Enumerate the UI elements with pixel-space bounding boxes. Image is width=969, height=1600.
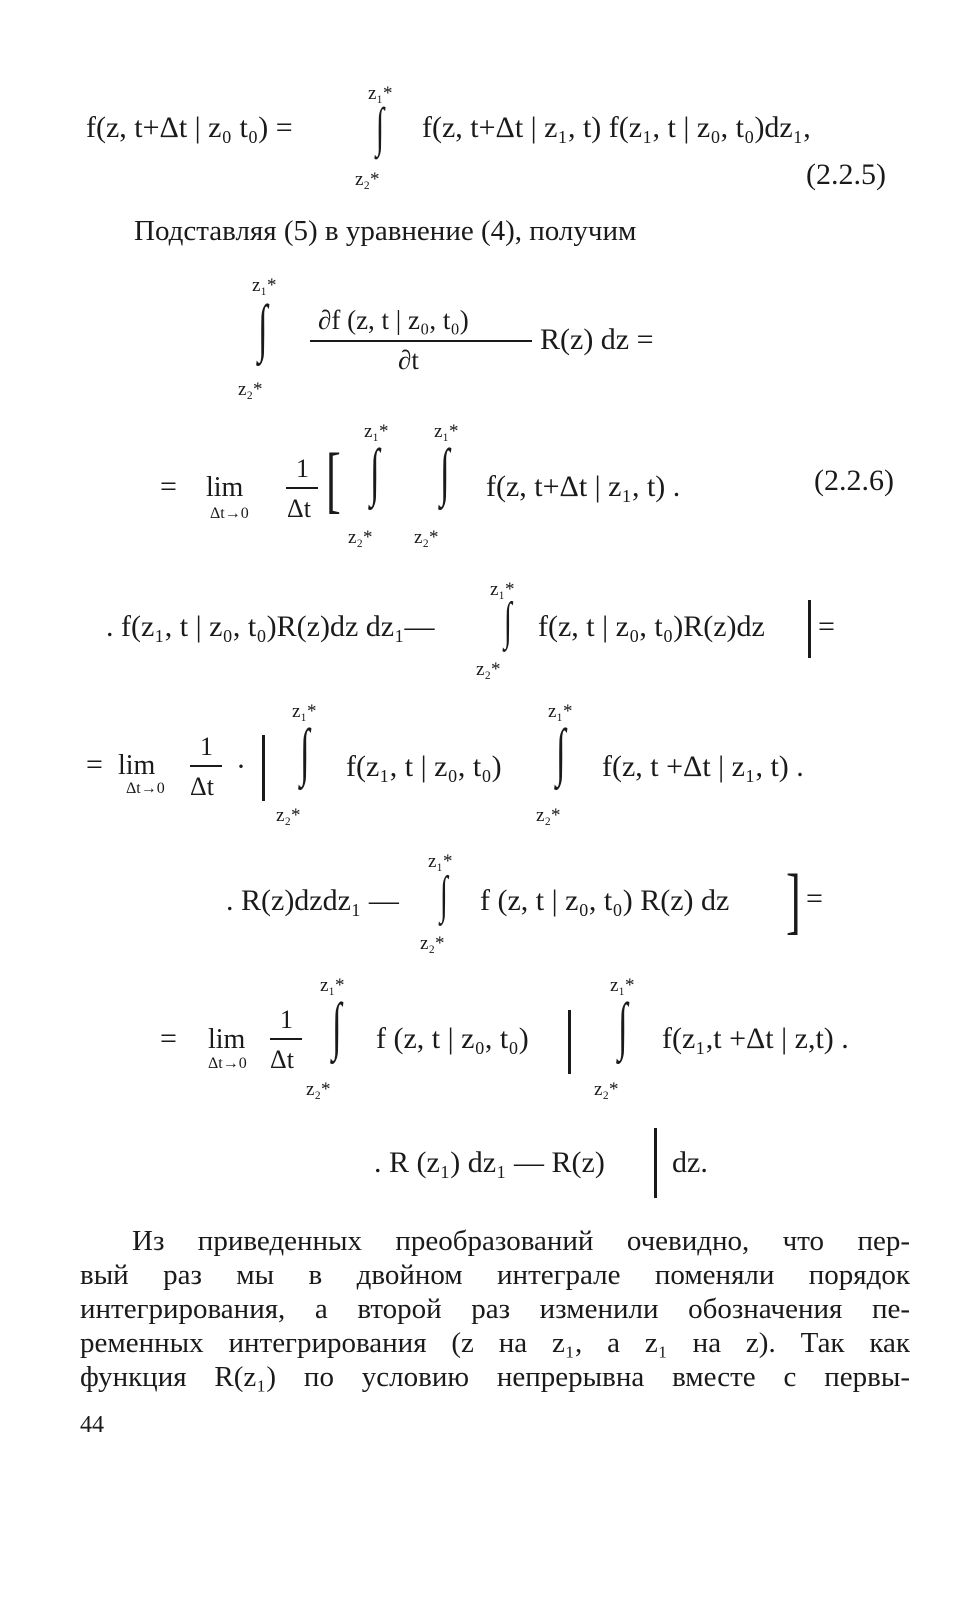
eq-2-2-5-lhs: f(z, t+Δt | z₀ t₀) = xyxy=(86,111,293,144)
integral-sign: ∫ xyxy=(556,716,566,787)
eq-2-2-5-lower-limit: z₂* xyxy=(355,169,380,190)
lower-limit: z₂* xyxy=(476,659,501,680)
lower-limit-1: z₂* xyxy=(276,805,301,826)
fraction-denominator: Δt xyxy=(270,1045,294,1074)
eq-rest: R(z) dz = xyxy=(540,323,654,356)
integral-sign: ∫ xyxy=(258,292,268,363)
integral-sign: ∫ xyxy=(376,97,385,157)
vertical-bar xyxy=(808,600,811,658)
fraction-denominator: Δt xyxy=(190,772,214,801)
fraction-line xyxy=(286,487,318,489)
fraction-denominator: Δt xyxy=(287,494,311,523)
eq-2-2-5-number: (2.2.5) xyxy=(806,158,886,191)
upper-limit-1: z₁* xyxy=(320,975,345,996)
fraction-numerator: 1 xyxy=(200,732,213,761)
fraction-line xyxy=(270,1038,302,1040)
upper-limit-2: z₁* xyxy=(548,701,573,722)
upper-limit-1: z₁* xyxy=(292,701,317,722)
upper-limit-2: z₁* xyxy=(434,421,459,442)
eq-tail: dz. xyxy=(672,1146,708,1179)
upper-limit: z₁* xyxy=(428,851,453,872)
page-number: 44 xyxy=(80,1412,104,1438)
lower-limit-2: z₂* xyxy=(414,527,439,548)
dot-operator: · xyxy=(236,750,246,783)
vertical-bar xyxy=(262,735,265,801)
integral-sign: ∫ xyxy=(618,990,628,1061)
limit-subscript: Δt→0 xyxy=(210,505,249,522)
eq-2-2-5-upper-limit: z₁* xyxy=(368,83,393,104)
equals-sign: = xyxy=(160,470,177,503)
integral-sign: ∫ xyxy=(332,990,342,1061)
eq-lead: . R (z₁) dz₁ — R(z) xyxy=(374,1146,605,1179)
limit-word: lim xyxy=(208,1024,246,1055)
integral-sign: ∫ xyxy=(440,867,448,924)
fraction-numerator: ∂f (z, t | z₀, t₀) xyxy=(318,305,469,335)
paragraph-line: интегрирования, а второй раз изменили обозначения пе- xyxy=(80,1293,910,1325)
eq-2-2-5-integrand: f(z, t+Δt | z₁, t) f(z₁, t | z₀, t₀)dz₁, xyxy=(422,111,811,144)
lower-limit: z₂* xyxy=(420,933,445,954)
fraction-line xyxy=(310,340,532,342)
fraction-numerator: 1 xyxy=(296,454,309,483)
upper-limit-1: z₁* xyxy=(364,421,389,442)
left-bracket: [ xyxy=(326,439,341,521)
eq-tail: = xyxy=(806,882,823,915)
limit-subscript: Δt→0 xyxy=(126,780,165,797)
eq-middle: f(z₁, t | z₀, t₀) xyxy=(346,750,502,783)
lower-limit: z₂* xyxy=(238,379,263,400)
limit-word: lim xyxy=(206,472,244,503)
equals-sign: = xyxy=(160,1022,177,1055)
upper-limit: z₁* xyxy=(252,275,277,296)
integral-sign: ∫ xyxy=(504,593,512,650)
upper-limit: z₁* xyxy=(490,579,515,600)
integral-sign: ∫ xyxy=(370,436,380,507)
equals-sign: = xyxy=(86,748,103,781)
paragraph-line: Из приведенных преобразований очевидно, что пер- xyxy=(132,1225,910,1257)
eq-integrand: f(z, t | z₀, t₀)R(z)dz xyxy=(538,610,765,643)
eq-integrand: f(z, t+Δt | z₁, t) . xyxy=(486,470,681,503)
eq-lead: . R(z)dzdz₁ — xyxy=(226,884,399,917)
fraction-line xyxy=(190,765,222,767)
lower-limit-1: z₂* xyxy=(306,1079,331,1100)
eq-lead: . f(z₁, t | z₀, t₀)R(z)dz dz₁— xyxy=(106,610,435,643)
integral-sign: ∫ xyxy=(440,436,450,507)
lower-limit-1: z₂* xyxy=(348,527,373,548)
eq-integrand: f (z, t | z₀, t₀) R(z) dz xyxy=(480,884,730,917)
vertical-bar xyxy=(654,1128,657,1198)
intro-line: Подставляя (5) в уравнение (4), получим xyxy=(134,215,637,247)
lower-limit-2: z₂* xyxy=(536,805,561,826)
fraction-numerator: 1 xyxy=(280,1005,293,1034)
paragraph-line: ременных интегрирования (z на z₁, а z₁ на z). Так как xyxy=(80,1327,910,1359)
paragraph-line: функция R(z₁) по условию непрерывна вместе с первы- xyxy=(80,1361,910,1393)
limit-subscript: Δt→0 xyxy=(208,1055,247,1072)
eq-2-2-6-number: (2.2.6) xyxy=(814,464,894,497)
right-bracket: ] xyxy=(786,860,801,942)
integral-sign: ∫ xyxy=(300,716,310,787)
fraction-denominator: ∂t xyxy=(398,345,419,375)
vertical-bar xyxy=(568,1010,571,1074)
paragraph-line: вый раз мы в двойном интеграле поменяли порядок xyxy=(80,1259,910,1291)
eq-integrand: f(z₁,t +Δt | z,t) . xyxy=(662,1022,849,1055)
body-paragraph xyxy=(80,1224,910,1394)
lower-limit-2: z₂* xyxy=(594,1079,619,1100)
eq-integrand: f(z, t +Δt | z₁, t) . xyxy=(602,750,804,783)
eq-tail: = xyxy=(818,610,835,643)
eq-middle: f (z, t | z₀, t₀) xyxy=(376,1022,529,1055)
upper-limit-2: z₁* xyxy=(610,975,635,996)
limit-word: lim xyxy=(118,750,156,781)
